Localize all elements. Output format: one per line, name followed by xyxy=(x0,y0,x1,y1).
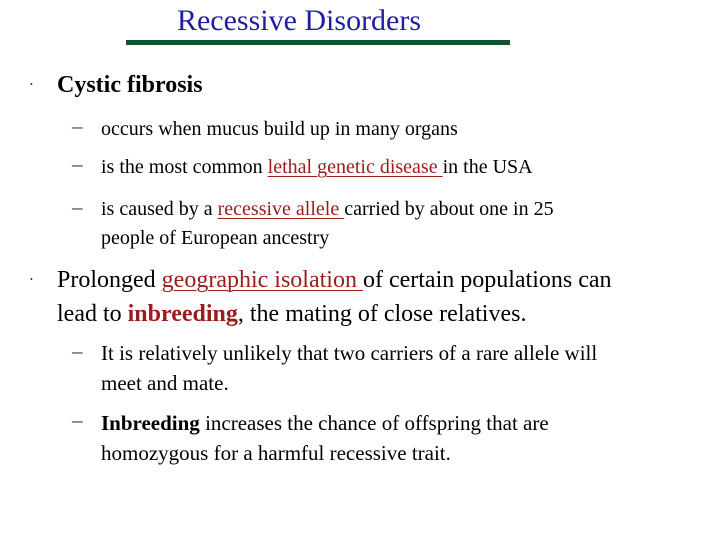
text: Prolonged xyxy=(57,267,162,293)
text: of certain populations can xyxy=(362,267,612,293)
text: is the most common xyxy=(101,156,268,178)
key-term-lethal-genetic-disease: lethal genetic disease xyxy=(267,156,443,178)
bullet-geographic-isolation xyxy=(57,263,717,331)
sub-bullet-mucus: occurs when mucus build up in many organs xyxy=(101,118,458,140)
sub-bullet-marker: – xyxy=(72,339,83,363)
bullet-marker: • xyxy=(30,80,33,89)
text: people of European ancestry xyxy=(101,227,330,249)
bullet-cystic-fibrosis: Cystic fibrosis xyxy=(57,72,203,98)
sub-bullet-carriers xyxy=(101,338,711,398)
text: meet and mate. xyxy=(101,371,229,395)
text: in the USA xyxy=(442,156,533,178)
key-term-recessive-allele: recessive allele xyxy=(217,198,345,220)
text: increases the chance of offspring that are xyxy=(199,411,549,435)
text: lead to xyxy=(57,301,128,327)
sub-bullet-marker: – xyxy=(72,195,83,219)
sub-bullet-lethal xyxy=(101,153,533,182)
key-term-geographic-isolation: geographic isolation xyxy=(161,267,363,293)
text: It is relatively unlikely that two carriers of a rare allele will xyxy=(101,341,598,365)
sub-bullet-marker: – xyxy=(72,408,83,432)
text: , the mating of close relatives. xyxy=(237,301,527,327)
sub-bullet-marker: – xyxy=(72,152,83,176)
key-term-inbreeding: Inbreeding xyxy=(101,411,200,435)
text: homozygous for a harmful recessive trait. xyxy=(101,441,451,465)
title-underline xyxy=(126,40,510,45)
bullet-marker: • xyxy=(30,275,33,284)
sub-bullet-recessive-allele xyxy=(101,195,554,253)
key-term-inbreeding: inbreeding xyxy=(127,301,238,327)
sub-bullet-homozygous xyxy=(101,408,711,468)
slide-title: Recessive Disorders xyxy=(176,4,422,37)
sub-bullet-marker: – xyxy=(72,114,83,138)
text: is caused by a xyxy=(101,198,218,220)
text: carried by about one in 25 xyxy=(344,198,554,220)
